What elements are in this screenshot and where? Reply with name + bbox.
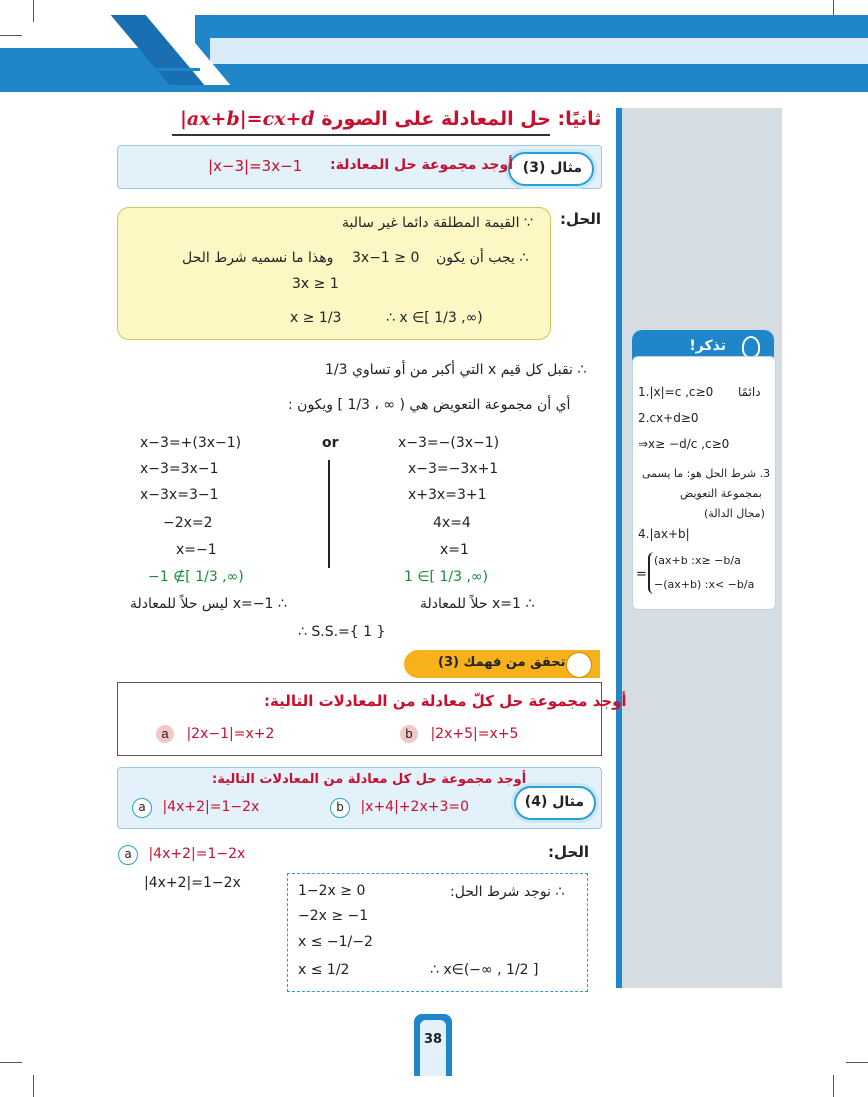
condition-step: 1−2x ≥ 0 [298,883,366,899]
sidebar-border [616,108,622,988]
section-title [180,108,601,130]
example4-b-equation: |x+4|+2x+3=0 [360,799,470,815]
remember-line-3: 3. شرط الحل هو: ما يسمى [642,467,771,480]
left-step: x−3x=3−1 [140,487,219,503]
crop-mark [846,1062,868,1063]
example4-prompt: أوجد مجموعة حل كل معادلة من المعادلات التالية: [212,772,527,787]
box-line-2-math: 3x−1 ≥ 0 [352,250,420,266]
accept-line: ∴ نقبل كل قيم x التي أكبر من أو تساوي 1/3 [325,362,587,378]
condition-step: x ≤ 1/2 [298,962,350,978]
right-step: x+3x=3+1 [408,487,487,503]
section-title-text: ثانيًا: حل المعادلة على الصورة [321,108,602,130]
crop-mark [33,1075,34,1097]
example3-solution-label: الحل: [560,210,601,228]
example4-solution-label: الحل: [548,843,589,861]
right-step: x−3=−3x+1 [408,461,499,477]
page-number-inner [420,1020,446,1076]
example4-pill [514,786,596,820]
item-b-badge: b [330,798,350,818]
crop-mark [0,1062,22,1063]
remember-line-3c: (مجال الدالة) [704,507,765,520]
example3-pill [508,152,594,186]
condition-step: x ≤ −1/−2 [298,934,373,950]
item-b-badge: b [400,725,418,743]
remember-line-4b: −(ax+b) :x< −b/a [654,578,755,591]
box-line-4-left: x ≥ 1/3 [290,310,342,326]
solution-restate: |4x+2|=1−2x [144,875,241,891]
example3-equation: |x−3|=3x−1 [208,157,303,175]
left-step: x−3=3x−1 [140,461,219,477]
page-number: 38 [423,1032,443,1047]
remember-line-2b: ⇒x≥ −d/c ,c≥0 [638,437,730,451]
section-title-math: |ax+b|=cx+d [180,108,315,130]
right-step: x−3=−(3x−1) [398,435,500,451]
header-line [20,68,200,71]
condition-label: ∴ نوجد شرط الحل: [450,884,565,900]
example4-a-equation: |4x+2|=1−2x [162,799,260,815]
left-step-check: −1 ∉[ 1/3 ,∞) [148,569,244,585]
right-step: x=1 [440,542,469,558]
box-line-3: 3x ≥ 1 [292,276,339,292]
check3-prompt: أوجد مجموعة حل كلّ معادلة من المعادلات التالية: [264,692,627,710]
header-wave [210,38,868,64]
condition-step: −2x ≥ −1 [298,908,369,924]
box-line-1: ∵ القيمة المطلقة دائما غير سالبة [342,215,533,231]
remember-line-2: 2.cx+d≥0 [638,411,699,425]
box-line-2b: وهذا ما نسميه شرط الحل [182,250,334,266]
remember-line-1-ar: دائمًا [738,385,761,399]
title-underline [172,134,550,136]
remember-line-3b: بمجموعة التعويض [680,487,762,500]
brain-icon [566,652,592,678]
left-step: x−3=+(3x−1) [140,435,242,451]
remember-title: تذكر! [689,338,726,354]
condition-result: ∴ x∈(−∞ , 1/2 ] [430,962,539,978]
left-step: −2x=2 [163,515,213,531]
right-step-check: 1 ∈[ 1/3 ,∞) [404,569,489,585]
right-step: 4x=4 [433,515,471,531]
crop-mark [833,1075,834,1097]
left-step: x=−1 [176,542,217,558]
check3-label: تحقق من فهمك (3) [438,655,566,670]
example3-prompt: أوجد مجموعة حل المعادلة: [330,157,513,173]
right-step-conclusion: ∴ x=1 حلاً للمعادلة [420,596,535,612]
item-a-badge: a [156,725,174,743]
check3-a-equation: |2x−1|=x+2 [186,726,275,742]
solution-a-equation: |4x+2|=1−2x [148,846,246,862]
remember-line-1: 1.|x|=c ,c≥0 [638,385,714,399]
solution-set: ∴ S.S.={ 1 } [298,624,386,640]
crop-mark [33,0,34,22]
example4-label: مثال (4) [524,794,584,810]
check3-b-equation: |2x+5|=x+5 [430,726,519,742]
crop-mark [0,35,22,36]
box-line-2a: ∴ يجب أن يكون [436,250,529,266]
box-line-4-right: ∴ x ∈[ 1/3 ,∞) [386,310,483,326]
item-a-badge: a [132,798,152,818]
remember-line-4a: (ax+b :x≥ −b/a [654,554,741,567]
lightbulb-icon [742,336,760,358]
left-step-conclusion: ∴ x=−1 ليس حلاً للمعادلة [130,596,287,612]
example3-label: مثال (3) [522,160,582,176]
item-a-badge: a [118,845,138,865]
column-divider [328,460,330,568]
domain-line: أي أن مجموعة التعويض هي ( ∞ ، 1/3 ] ويكون : [288,397,571,413]
remember-line-4: 4.|ax+b| [638,527,690,541]
or-separator: or [322,435,339,451]
